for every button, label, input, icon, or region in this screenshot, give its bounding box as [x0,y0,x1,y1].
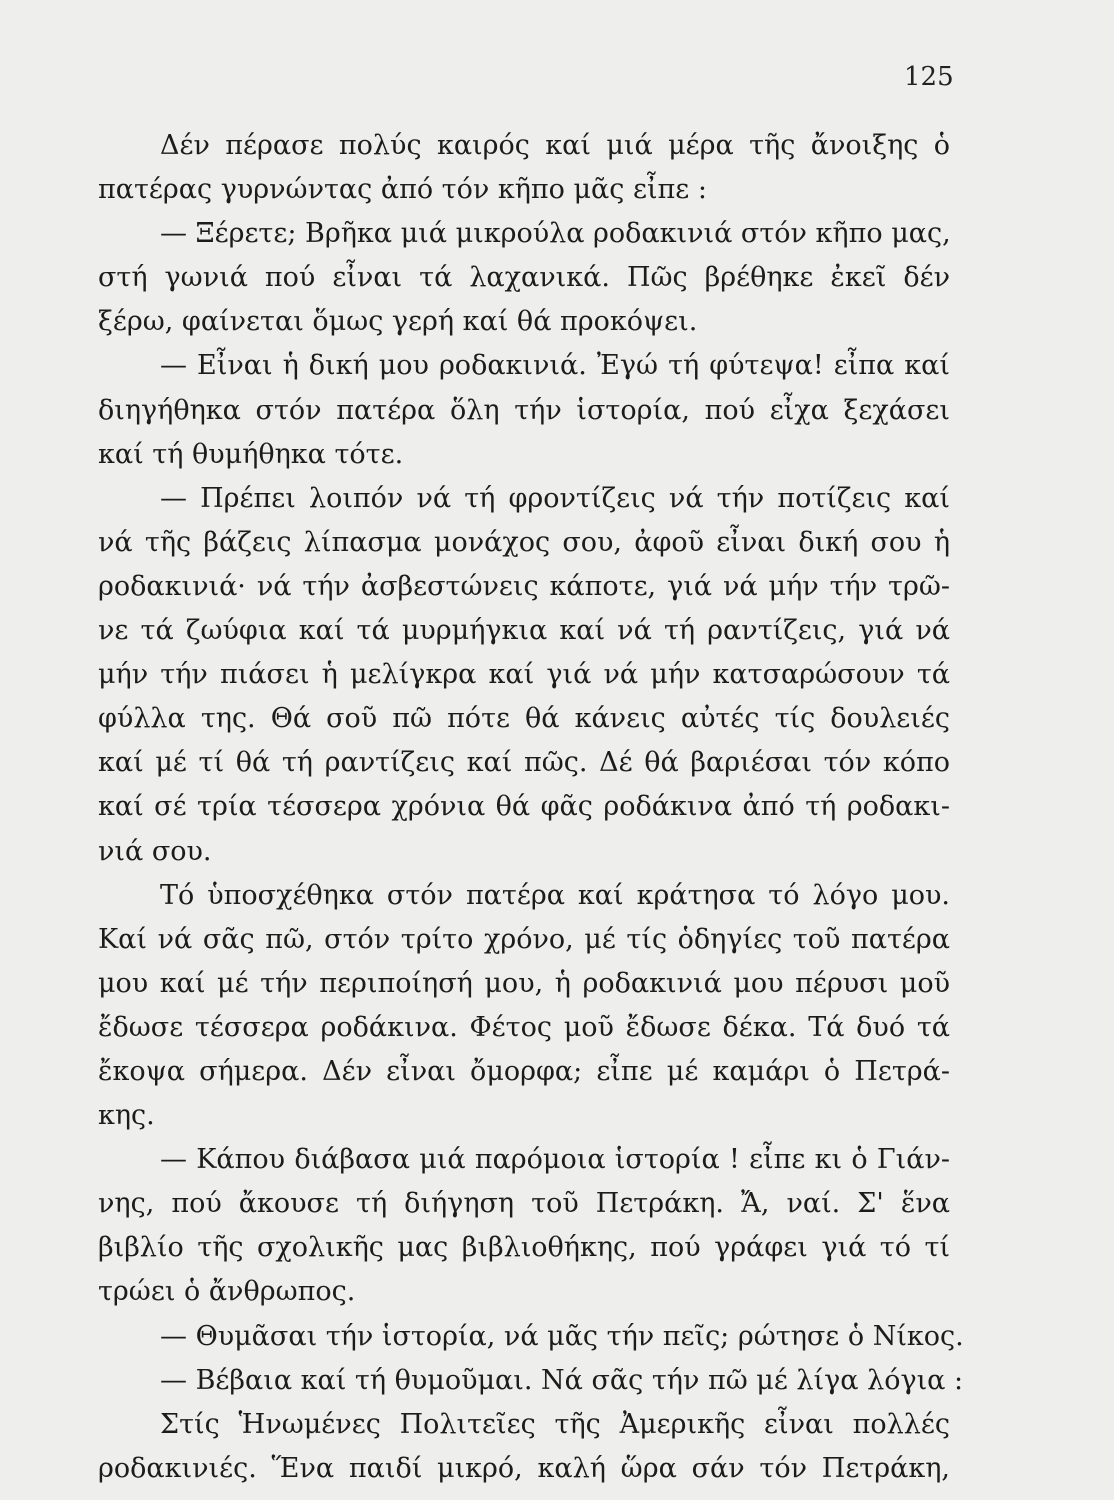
text-line: φύλλα της. Θά σοῦ πῶ πότε θά κάνεις αὐτές τίς δουλειές [98,703,950,735]
text-line: στή γωνιά πού εἶναι τά λαχανικά. Πῶς βρέθηκε ἐκεῖ δέν [98,262,950,294]
text-line: νιά σου. [98,835,212,867]
text-line: — Βέβαια καί τή θυμοῦμαι. Νά σᾶς τήν πῶ μέ λίγα λόγια : [160,1364,964,1396]
text-line: — Πρέπει λοιπόν νά τή φροντίζεις νά τήν ποτίζεις καί [160,482,950,514]
text-line: καί σέ τρία τέσσερα χρόνια θά φᾶς ροδάκινα ἀπό τή ροδακι- [98,791,950,823]
text-line: — Ξέρετε; Βρῆκα μιά μικρούλα ροδακινιά στόν κῆπο μας, [160,218,951,250]
text-line: Τό ὑποσχέθηκα στόν πατέρα καί κράτησα τό λόγο μου. [160,879,950,911]
text-line: καί μέ τί θά τή ραντίζεις καί πῶς. Δέ θά βαριέσαι τόν κόπο [98,747,950,779]
text-line: πατέρας γυρνώντας ἀπό τόν κῆπο μᾶς εἶπε : [98,174,707,206]
text-line: Δέν πέρασε πολύς καιρός καί μιά μέρα τῆς ἄνοιξης ὁ [160,130,950,161]
text-line: νης, πού ἄκουσε τή διήγηση τοῦ Πετράκη. Ἄ, ναί. Σ' ἕνα [98,1188,950,1220]
text-line: — Εἶναι ἡ δική μου ροδακινιά. Ἐγώ τή φύτεψα! εἶπα καί [160,350,950,382]
text-line: ξέρω, φαίνεται ὅμως γερή καί θά προκόψει. [98,306,698,338]
text-line: — Θυμᾶσαι τήν ἱστορία, νά μᾶς τήν πεῖς; ρώτησε ὁ Νίκος. [160,1320,964,1352]
text-line: βιβλίο τῆς σχολικῆς μας βιβλιοθήκης, πού γράφει γιά τό τί [98,1232,950,1264]
text-line: ἔκοψα σήμερα. Δέν εἶναι ὄμορφα; εἶπε μέ καμάρι ὁ Πετρά- [98,1055,950,1087]
text-line: κης. [98,1100,155,1132]
text-line: ἔδωσε τέσσερα ροδάκινα. Φέτος μοῦ ἔδωσε δέκα. Τά δυό τά [98,1011,950,1043]
text-line: νε τά ζωύφια καί τά μυρμήγκια καί νά τή ραντίζεις, γιά νά [98,615,950,647]
text-line: διηγήθηκα στόν πατέρα ὅλη τήν ἱστορία, πού εἶχα ξεχάσει [98,394,950,426]
text-line: καί τή θυμήθηκα τότε. [98,438,404,470]
text-line: Καί νά σᾶς πῶ, στόν τρίτο χρόνο, μέ τίς ὁδηγίες τοῦ πατέρα [98,923,950,955]
text-line: ροδακινιά· νά τήν ἀσβεστώνεις κάποτε, γιά νά μήν τήν τρῶ- [98,570,950,602]
text-line: — Κάπου διάβασα μιά παρόμοια ἱστορία ! εἶπε κι ὁ Γιάν- [160,1144,950,1176]
text-line: Στίς Ἡνωμένες Πολιτεῖες τῆς Ἀμερικῆς εἶναι πολλές [160,1408,950,1440]
page-number: 125 [904,62,954,92]
text-line: ροδακινιές. Ἕνα παιδί μικρό, καλή ὥρα σάν τόν Πετράκη, [98,1452,950,1484]
text-line: νά τῆς βάζεις λίπασμα μονάχος σου, ἀφοῦ εἶναι δική σου ἡ [98,526,950,558]
body-text [98,124,964,1491]
text-line: τρώει ὁ ἄνθρωπος. [98,1276,356,1308]
text-line: μου καί μέ τήν περιποίησή μου, ἡ ροδακινιά μου πέρυσι μοῦ [98,967,950,999]
text-line: μήν τήν πιάσει ἡ μελίγκρα καί γιά νά μήν κατσαρώσουν τά [98,659,950,691]
